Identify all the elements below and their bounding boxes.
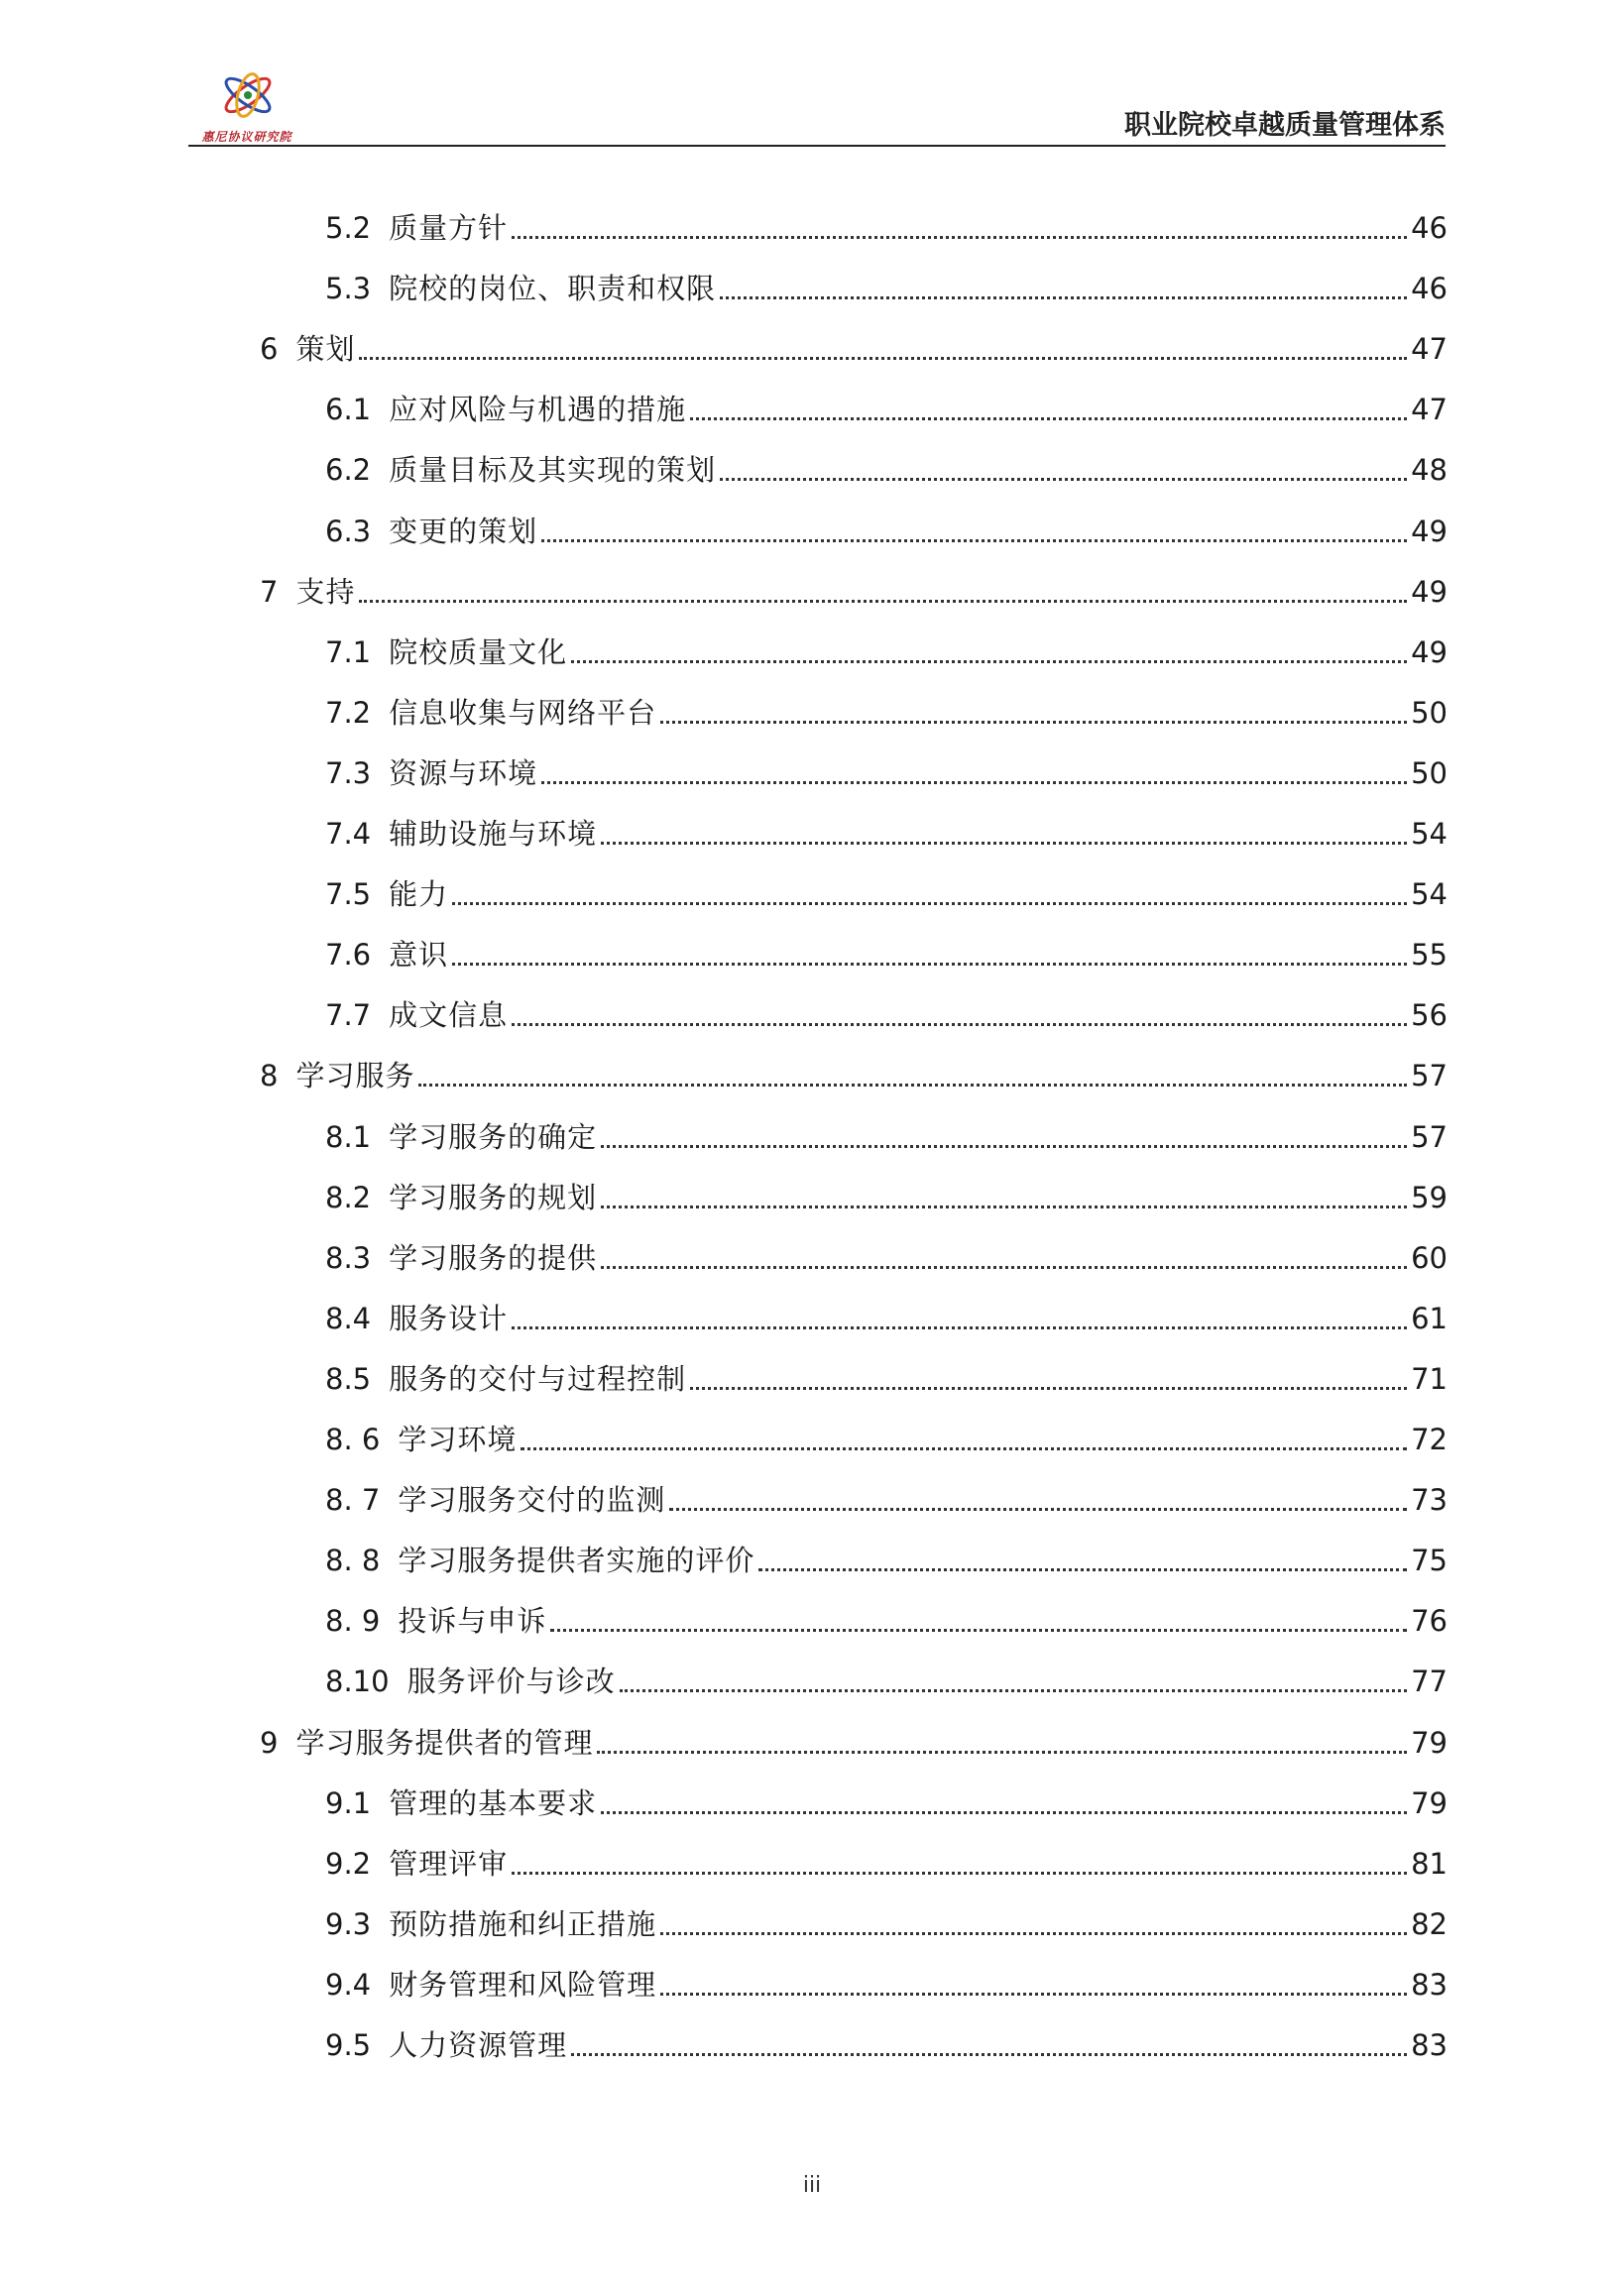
institute-logo	[192, 69, 301, 145]
toc-entry-number: 9.2	[325, 1846, 372, 1881]
toc-entry[interactable]	[325, 933, 1448, 976]
toc-dot-leader	[601, 842, 1407, 845]
toc-entry[interactable]	[260, 327, 1448, 371]
toc-entry-title: 学习服务的确定	[389, 1119, 598, 1154]
toc-entry-page: 72	[1411, 1423, 1448, 1456]
toc-entry-page: 77	[1411, 1665, 1448, 1699]
toc-entry-number: 9.4	[325, 1967, 372, 2002]
toc-entry[interactable]	[260, 570, 1448, 614]
toc-entry-number: 7.7	[325, 998, 372, 1033]
toc-entry-title: 质量方针	[389, 211, 509, 245]
toc-entry-page: 73	[1411, 1483, 1448, 1518]
toc-dot-leader	[601, 1266, 1407, 1269]
toc-dot-leader	[452, 963, 1407, 966]
toc-entry-title: 应对风险与机遇的措施	[389, 393, 687, 427]
page-number: iii	[802, 2173, 822, 2198]
toc-entry-number: 6.3	[325, 514, 372, 548]
toc-dot-leader	[571, 660, 1407, 663]
toc-entry-number: 8. 7	[325, 1483, 381, 1518]
toc-entry-page: 46	[1411, 272, 1448, 306]
toc-entry-number: 9.1	[325, 1785, 372, 1820]
toc-entry-page: 47	[1411, 393, 1448, 427]
toc-dot-leader	[571, 2053, 1407, 2056]
toc-entry-number: 5.2	[325, 211, 372, 245]
toc-entry-title: 人力资源管理	[389, 2028, 568, 2062]
toc-entry-number: 7.5	[325, 877, 372, 912]
toc-entry-title: 策划	[295, 332, 356, 367]
toc-entry-number: 9.3	[325, 1906, 372, 1941]
toc-entry-number: 8. 9	[325, 1604, 381, 1639]
toc-entry-page: 59	[1411, 1180, 1448, 1214]
toc-entry-title: 信息收集与网络平台	[389, 695, 657, 730]
toc-entry-number: 7	[260, 574, 279, 609]
toc-entry[interactable]	[325, 1539, 1448, 1582]
toc-entry-number: 8	[260, 1059, 279, 1093]
toc-entry-page: 57	[1411, 1119, 1448, 1154]
toc-entry-number: 8. 6	[325, 1423, 381, 1456]
toc-dot-leader	[620, 1689, 1408, 1692]
toc-dot-leader	[660, 1993, 1407, 1996]
toc-entry-page: 48	[1411, 453, 1448, 488]
toc-entry-number: 8.3	[325, 1240, 372, 1275]
toc-entry-title: 变更的策划	[389, 514, 538, 548]
toc-dot-leader	[512, 1023, 1407, 1026]
toc-entry-page: 76	[1411, 1604, 1448, 1639]
toc-entry-title: 投诉与申诉	[398, 1604, 547, 1639]
toc-entry-title: 学习环境	[398, 1423, 518, 1456]
toc-dot-leader	[720, 478, 1407, 481]
toc-entry-number: 7.6	[325, 938, 372, 973]
toc-entry-title: 能力	[389, 877, 449, 912]
toc-dot-leader	[541, 539, 1407, 542]
toc-entry-page: 56	[1411, 998, 1448, 1033]
toc-entry-page: 54	[1411, 877, 1448, 912]
toc-entry-title: 学习服务的规划	[389, 1180, 598, 1214]
toc-dot-leader	[601, 1811, 1407, 1814]
toc-entry-number: 8.5	[325, 1361, 372, 1396]
toc-dot-leader	[601, 1205, 1407, 1208]
toc-entry-title: 学习服务提供者实施的评价	[398, 1544, 755, 1578]
toc-entry-page: 71	[1411, 1361, 1448, 1396]
toc-entry-title: 资源与环境	[389, 755, 538, 790]
toc-entry-number: 8.2	[325, 1180, 372, 1214]
toc-entry-page: 57	[1411, 1059, 1448, 1093]
toc-entry[interactable]	[325, 1418, 1448, 1461]
toc-entry-number: 7.2	[325, 695, 372, 730]
toc-entry-title: 辅助设施与环境	[389, 817, 598, 851]
toc-entry[interactable]	[325, 1176, 1448, 1219]
toc-entry-number: 6.1	[325, 393, 372, 427]
toc-dot-leader	[669, 1508, 1407, 1511]
toc-entry[interactable]	[325, 1660, 1448, 1703]
toc-entry-page: 61	[1411, 1301, 1448, 1335]
toc-entry-page: 47	[1411, 332, 1448, 367]
toc-entry[interactable]	[260, 1721, 1448, 1765]
toc-entry[interactable]	[325, 1902, 1448, 1946]
toc-entry-page: 60	[1411, 1240, 1448, 1275]
toc-entry[interactable]	[325, 631, 1448, 674]
toc-entry-number: 7.1	[325, 634, 372, 669]
toc-entry[interactable]	[325, 1478, 1448, 1522]
toc-dot-leader	[660, 721, 1407, 724]
toc-entry-page: 81	[1411, 1846, 1448, 1881]
toc-entry-page: 49	[1411, 634, 1448, 669]
toc-entry[interactable]	[325, 1842, 1448, 1886]
toc-dot-leader	[418, 1084, 1407, 1087]
toc-entry-title: 财务管理和风险管理	[389, 1967, 657, 2002]
toc-entry-page: 49	[1411, 574, 1448, 609]
toc-entry-number: 8.1	[325, 1119, 372, 1154]
toc-entry-page: 50	[1411, 695, 1448, 730]
toc-entry-page: 79	[1411, 1725, 1448, 1760]
toc-entry-number: 8.4	[325, 1301, 372, 1335]
toc-entry-title: 院校的岗位、职责和权限	[389, 272, 717, 306]
toc-entry[interactable]	[325, 2023, 1448, 2067]
page-header	[188, 63, 1446, 147]
toc-entry-number: 7.4	[325, 817, 372, 851]
toc-entry-number: 9.5	[325, 2028, 372, 2062]
toc-entry-number: 7.3	[325, 755, 372, 790]
toc-entry-title: 服务的交付与过程控制	[389, 1361, 687, 1396]
toc-entry-page: 55	[1411, 938, 1448, 973]
toc-dot-leader	[521, 1447, 1407, 1450]
toc-entry[interactable]	[325, 267, 1448, 310]
toc-dot-leader	[601, 1145, 1407, 1148]
toc-entry[interactable]	[325, 1236, 1448, 1280]
toc-dot-leader	[597, 1751, 1407, 1754]
toc-entry-title: 服务评价与诊改	[406, 1665, 616, 1699]
toc-entry[interactable]	[325, 1599, 1448, 1643]
toc-entry[interactable]	[325, 448, 1448, 492]
toc-entry[interactable]	[325, 510, 1448, 553]
toc-dot-leader	[690, 1387, 1407, 1390]
toc-dot-leader	[758, 1568, 1407, 1571]
toc-entry-title: 院校质量文化	[389, 634, 568, 669]
toc-entry-title: 管理的基本要求	[389, 1785, 598, 1820]
toc-entry-title: 成文信息	[389, 998, 509, 1033]
toc-entry-title: 学习服务提供者的管理	[295, 1725, 594, 1760]
toc-entry-title: 学习服务	[295, 1059, 415, 1093]
toc-dot-leader	[541, 781, 1407, 784]
toc-entry-number: 6	[260, 332, 279, 367]
toc-entry-title: 学习服务的提供	[389, 1240, 598, 1275]
document-title: 职业院校卓越质量管理体系	[1124, 110, 1446, 141]
toc-entry-title: 支持	[295, 574, 356, 609]
toc-entry-number: 9	[260, 1725, 279, 1760]
toc-entry-page: 46	[1411, 211, 1448, 245]
toc-entry-title: 质量目标及其实现的策划	[389, 453, 717, 488]
toc-entry[interactable]	[325, 812, 1448, 856]
atom-logo-icon	[216, 69, 280, 125]
toc-entry-page: 83	[1411, 1967, 1448, 2002]
toc-dot-leader	[452, 902, 1407, 905]
toc-entry[interactable]	[325, 1115, 1448, 1159]
toc-entry-title: 学习服务交付的监测	[398, 1483, 666, 1518]
toc-entry-title: 服务设计	[389, 1301, 509, 1335]
toc-entry[interactable]	[325, 206, 1448, 250]
header-divider	[188, 145, 1446, 147]
toc-entry-number: 5.3	[325, 272, 372, 306]
toc-entry-page: 49	[1411, 514, 1448, 548]
toc-dot-leader	[512, 1326, 1407, 1329]
toc-dot-leader	[720, 296, 1407, 299]
toc-entry[interactable]	[325, 1963, 1448, 2007]
toc-dot-leader	[359, 357, 1407, 360]
toc-entry-number: 6.2	[325, 453, 372, 488]
toc-entry[interactable]	[325, 388, 1448, 431]
toc-entry-title: 管理评审	[389, 1846, 509, 1881]
toc-dot-leader	[359, 600, 1407, 603]
toc-dot-leader	[690, 417, 1407, 420]
toc-entry-page: 83	[1411, 2028, 1448, 2062]
toc-entry[interactable]	[325, 993, 1448, 1037]
toc-entry-page: 82	[1411, 1906, 1448, 1941]
logo-text: 惠尼协议研究院	[201, 130, 292, 144]
toc-entry-number: 8. 8	[325, 1544, 381, 1578]
toc-entry-title: 意识	[389, 938, 449, 973]
toc-dot-leader	[512, 1872, 1407, 1875]
toc-entry[interactable]	[325, 691, 1448, 735]
toc-entry-page: 54	[1411, 817, 1448, 851]
toc-dot-leader	[550, 1629, 1407, 1632]
toc-entry[interactable]	[325, 751, 1448, 795]
toc-dot-leader	[660, 1932, 1407, 1935]
toc-dot-leader	[512, 236, 1407, 239]
toc-entry-number: 8.10	[325, 1665, 390, 1699]
toc-entry-page: 79	[1411, 1785, 1448, 1820]
toc-entry-page: 75	[1411, 1544, 1448, 1578]
toc-entry-page: 50	[1411, 755, 1448, 790]
toc-entry[interactable]	[260, 1054, 1448, 1097]
toc-entry-title: 预防措施和纠正措施	[389, 1906, 657, 1941]
toc-entry[interactable]	[325, 1357, 1448, 1401]
toc-entry[interactable]	[325, 1297, 1448, 1340]
toc-entry[interactable]	[325, 872, 1448, 916]
toc-entry[interactable]	[325, 1781, 1448, 1825]
